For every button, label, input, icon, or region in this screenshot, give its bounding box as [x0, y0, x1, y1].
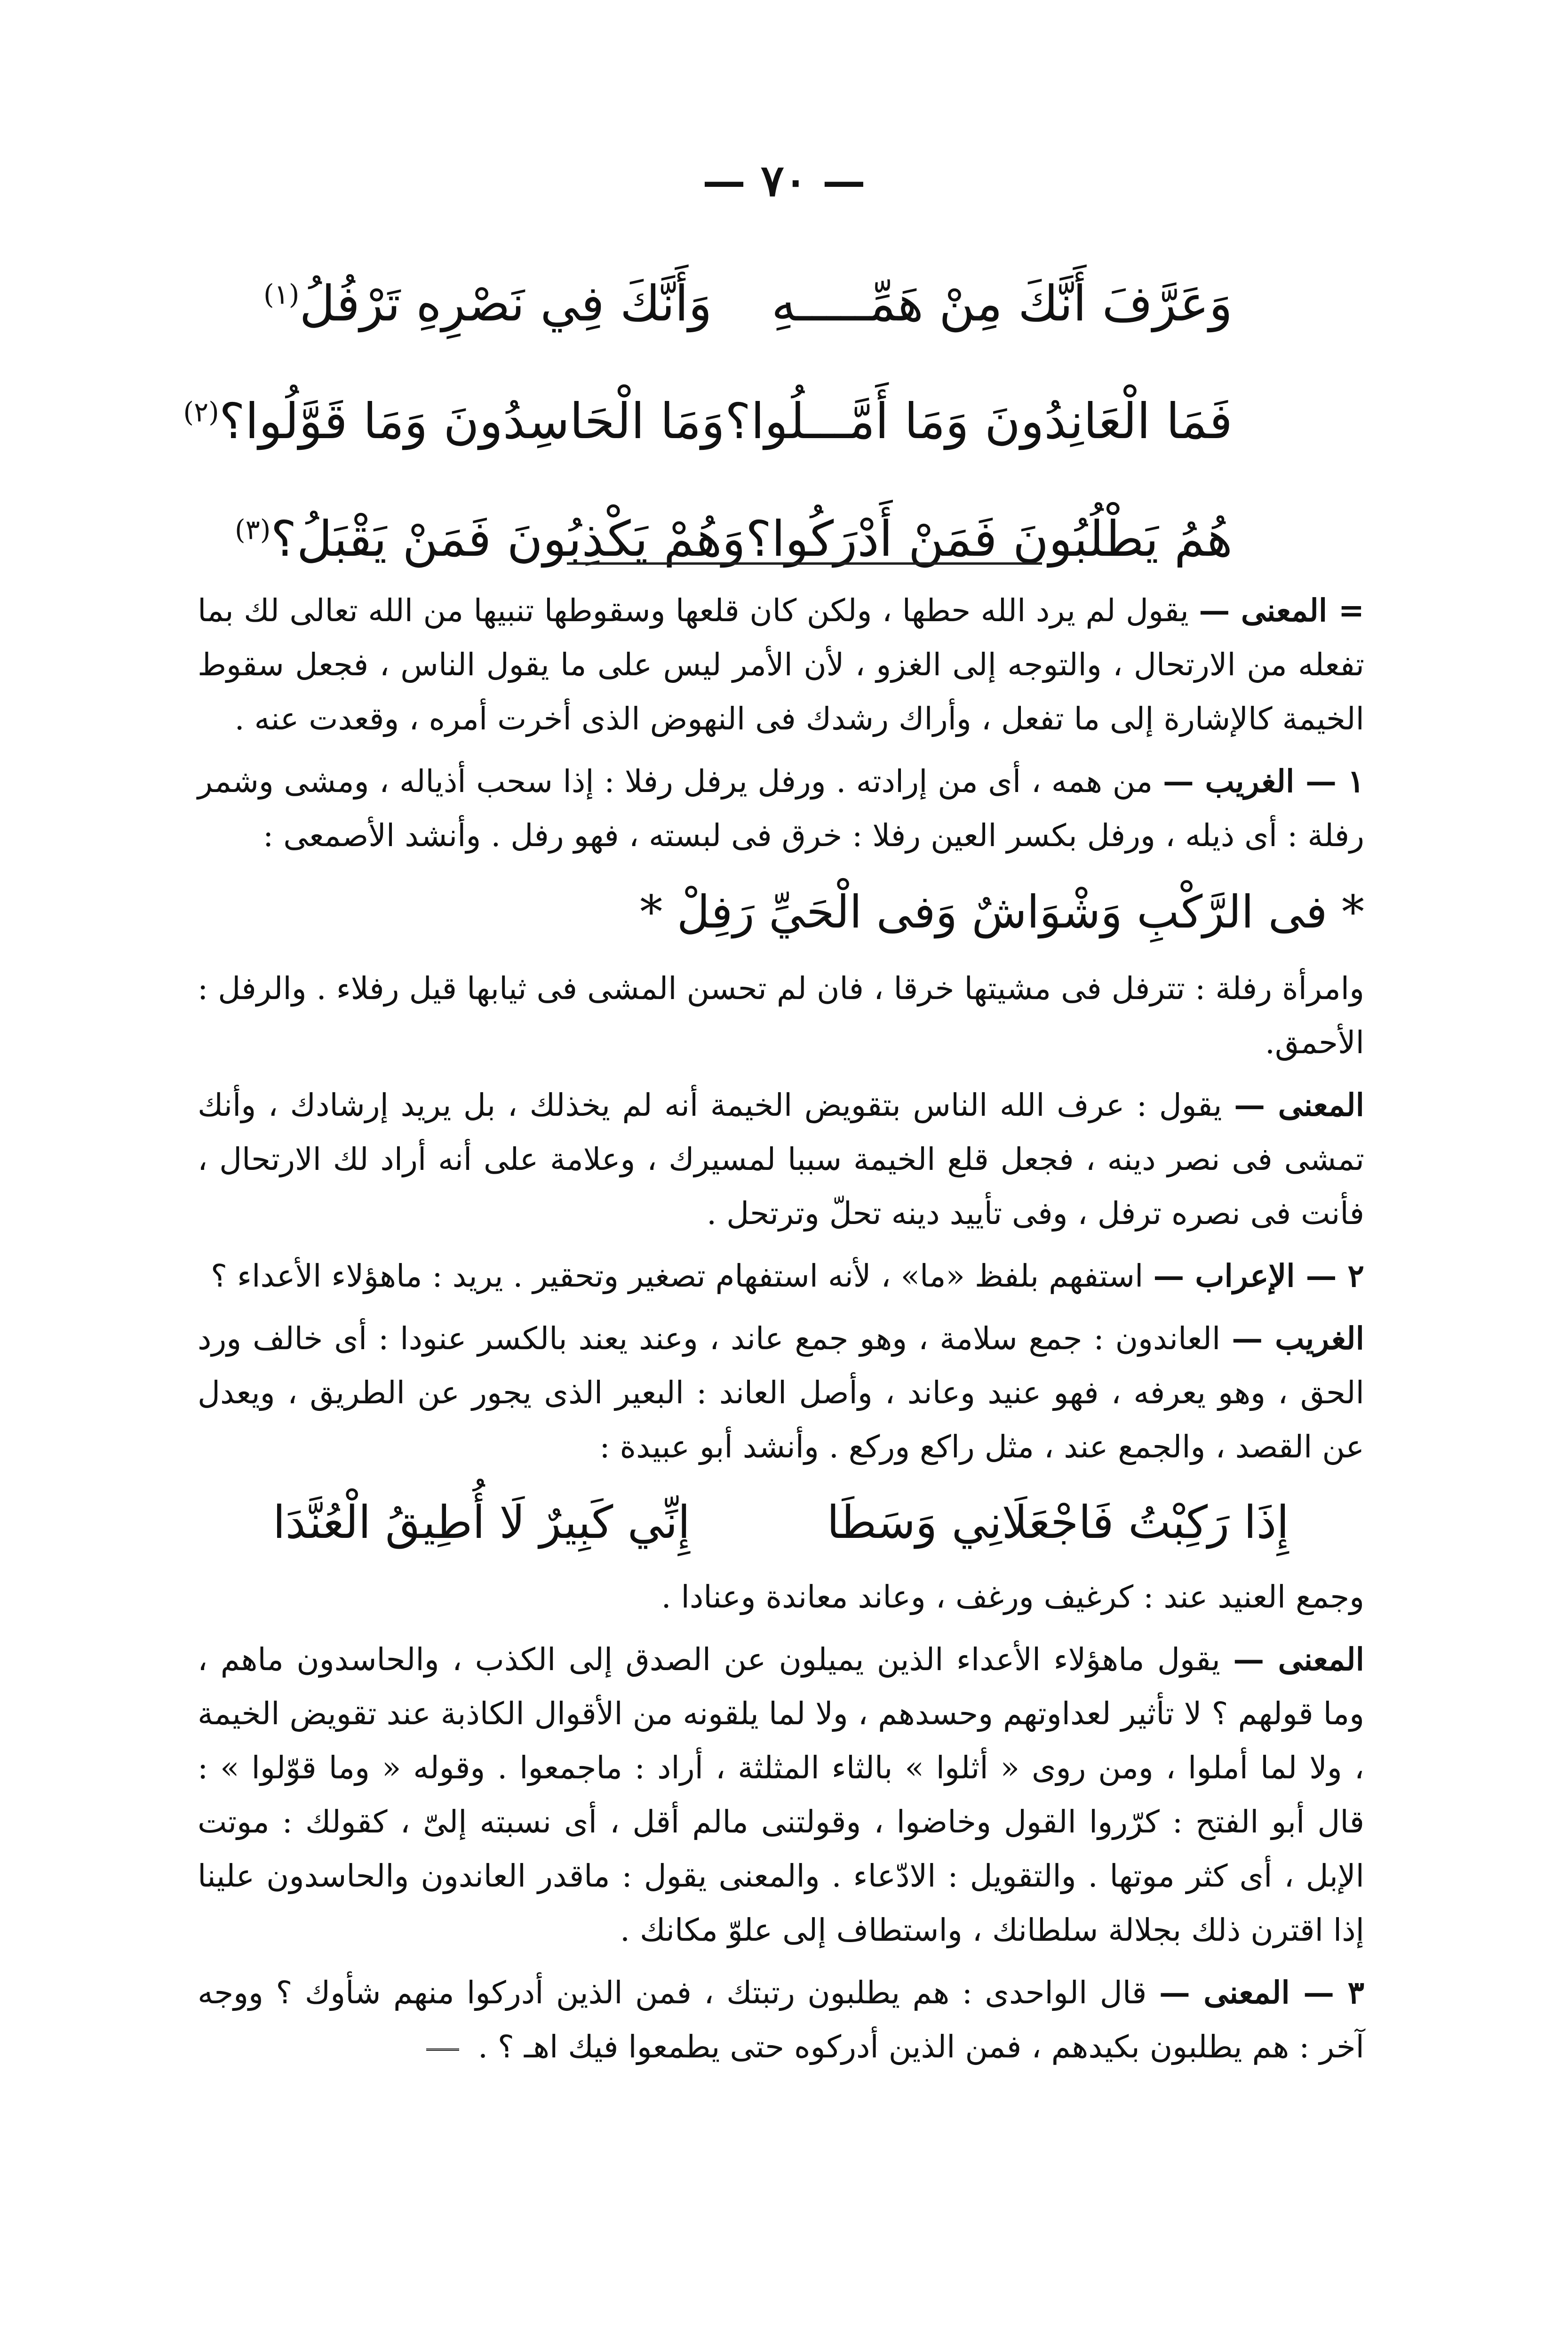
verse-second-hemistich	[234, 510, 746, 568]
section-label: = المعنى —	[1199, 592, 1365, 629]
quoted-verse	[273, 1482, 1289, 1562]
verse-line	[263, 245, 1233, 362]
verse-first-hemistich: هُمُ يَطْلُبُونَ فَمَنْ أَدْرَكُوا؟	[745, 510, 1233, 568]
commentary-paragraph	[198, 1249, 1364, 1303]
section-label: ٣ — المعنى —	[1159, 1974, 1365, 2011]
poem-verses	[183, 245, 1233, 598]
commentary	[198, 584, 1364, 2082]
verse-second-hemistich	[263, 275, 712, 332]
commentary-paragraph	[198, 1570, 1364, 1624]
paragraph-text: يقول : عرف الله الناس بتقويض الخيمة أنه لم يخذلك ، بل يريد إرشادك ، وأنك تمشى فى نصر دينه ، فجعل قلع الخيمة سببا لمسيرك ، وعلامة على أنه أراد لك الارتحال ، فأنت فى نصره ترفل ، وفى تأييد دينه تحلّ وترتحل .	[198, 1087, 1364, 1232]
verse-second-hemistich	[183, 392, 725, 450]
verse-second-hemistich-text: وَمَا الْحَاسِدُونَ وَمَا قَوَّلُوا؟	[219, 392, 725, 450]
paragraph-text: يقول ماهؤلاء الأعداء الذين يميلون عن الصدق إلى الكذب ، والحاسدون ماهم ، وما قولهم ؟ لا تأثير لعداوتهم وحسدهم ، ولا لما يلقونه من الأقوال الكاذبة عند تقويض الخيمة ، ولا لما أملوا ، ومن روى « أثلوا » بالثاء المثلثة ، أراد : ماجمعوا . وقوله « وما قوّلوا » : قال أبو الفتح : كرّروا القول وخاضوا ، وقولتنى مالم أقل ، أى نسبته إلىّ ، كقولك : موتت الإبل ، أى كثر موتها . والتقويل : الادّعاء . والمعنى يقول : ماقدر العاندون والحاسدون علينا إذا اقترن ذلك بجلالة سلطانك ، واستطاف إلى علوّ مكانك .	[198, 1641, 1364, 1948]
section-label: المعنى —	[1233, 1641, 1364, 1678]
commentary-paragraph	[198, 1632, 1364, 1957]
end-mark	[426, 2048, 459, 2051]
paragraph-text: وامرأة رفلة : تترفل فى مشيتها خرقا ، فان لم تحسن المشى فى ثيابها قيل رفلاء . والرفل : الأحمق.	[198, 970, 1364, 1061]
paragraph-text: يقول لم يرد الله حطها ، ولكن كان قلعها وسقوطها تنبيها من الله تعالى لك بما تفعله من الارتحال ، والتوجه إلى الغزو ، لأن الأمر ليس على ما يقول الناس ، فجعل سقوط الخيمة كالإشارة إلى ما تفعل ، وأراك رشدك فى النهوض الذى أخرت أمره ، وقعدت عنه .	[198, 592, 1364, 737]
commentary-paragraph	[198, 1966, 1364, 2074]
paragraph-text: وجمع العنيد عند : كرغيف ورغف ، وعاند معاندة وعنادا .	[661, 1579, 1364, 1615]
section-label: الغريب —	[1232, 1320, 1364, 1357]
paragraph-text: العاندون : جمع سلامة ، وهو جمع عاند ، وعند يعند بالكسر عنودا : أى خالف ورد الحق ، وهو يعرفه ، فهو عنيد وعاند ، وأصل العاند : البعير الذى يجور عن الطريق ، ويعدل عن القصد ، والجمع عند ، مثل راكع وركع . وأنشد أبو عبيدة :	[198, 1320, 1364, 1465]
footnote-ref: (١)	[263, 278, 300, 311]
paragraph-text: من همه ، أى من إرادته . ورفل يرفل رفلا : إذا سحب أذياله ، ومشى وشمر رفلة : أى ذيله ، ورفل بكسر العين رفلا : خرق فى لبسته ، فهو رفل . وأنشد الأصمعى :	[198, 763, 1364, 854]
verse-line	[183, 362, 1233, 480]
commentary-paragraph	[198, 1312, 1364, 1474]
verse-line	[234, 480, 1233, 598]
section-label: ١ — الغريب —	[1162, 763, 1365, 800]
separator-rule	[567, 562, 1042, 565]
section-label: ٢ — الإعراب —	[1153, 1257, 1364, 1294]
quoted-verse-second-hemistich: إِنِّي كَبِيرٌ لَا أُطِيقُ الْعُنَّدَا	[273, 1496, 691, 1549]
commentary-paragraph	[198, 584, 1364, 746]
page-number: — ٧٠ —	[702, 155, 866, 206]
section-label: المعنى —	[1234, 1087, 1364, 1123]
paragraph-text: استفهم بلفظ «ما» ، لأنه استفهام تصغير وتحقير . يريد : ماهؤلاء الأعداء ؟	[211, 1258, 1144, 1294]
verse-second-hemistich-text: وَهُمْ يَكْذِبُونَ فَمَنْ يَقْبَلُ؟	[271, 510, 746, 568]
quoted-verse-first-hemistich: إِذَا رَكِبْتُ فَاجْعَلَانِي وَسَطَا	[827, 1496, 1289, 1549]
footnote-ref: (٣)	[234, 513, 271, 546]
verse-second-hemistich-text: وَأَنَّكَ فِي نَصْرِهِ تَرْفُلُ	[299, 275, 712, 332]
commentary-paragraph	[198, 1078, 1364, 1240]
quoted-verse: * فى الرَّكْبِ وَشْوَاشٌ وَفى الْحَيِّ رَفِلْ *	[640, 886, 1364, 938]
commentary-paragraph	[198, 754, 1364, 863]
verse-first-hemistich: فَمَا الْعَانِدُونَ وَمَا أَمَّـــلُوا؟	[724, 392, 1233, 450]
verse-first-hemistich: وَعَرَّفَ أَنَّكَ مِنْ هَمِّـــــهِ	[771, 275, 1233, 332]
paragraph-text: قال الواحدى : هم يطلبون رتبتك ، فمن الذين أدركوا منهم شأوك ؟ ووجه آخر : هم يطلبون بكيدهم ، فمن الذين أدركوه حتى يطمعوا فيك اهـ ؟ .	[198, 1975, 1364, 2065]
commentary-paragraph	[198, 961, 1364, 1070]
footnote-ref: (٢)	[183, 396, 219, 428]
